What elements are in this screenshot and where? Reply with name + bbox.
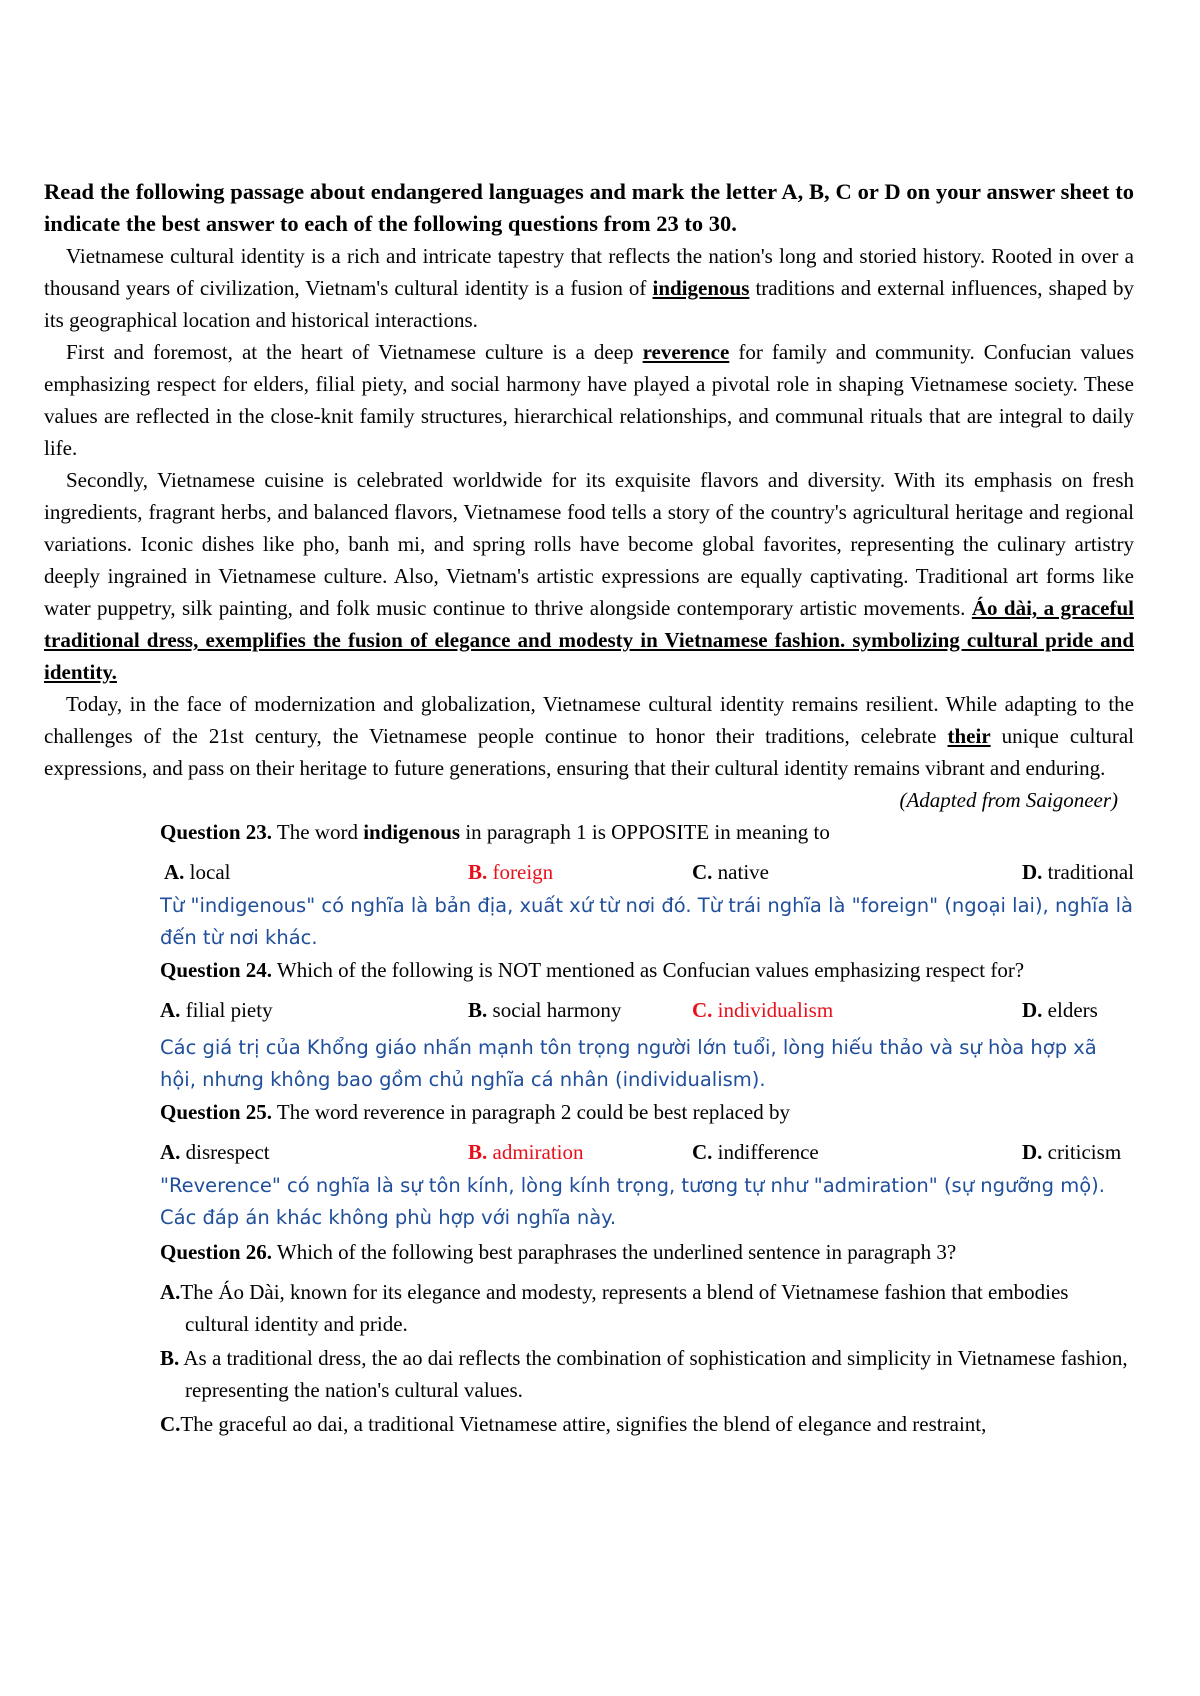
paragraph-2: First and foremost, at the heart of Vietnamese culture is a deep reverence for family and community. Confucian values emphasizing respect for elders, filial piety, and social harmony have played a pivotal role in shaping Vietnamese society. These values are reflected in the close-knit family structures, hierarchical relationships, and communal rituals that are integral to daily life.	[44, 340, 1134, 460]
source-citation: (Adapted from Saigoneer)	[899, 788, 1118, 812]
paragraph-3: Secondly, Vietnamese cuisine is celebrated worldwide for its exquisite flavors and diversity. With its emphasis on fresh ingredients, fragrant herbs, and balanced flavors, Vietnamese food tells a story of the country's agricultural heritage and regional variations. Iconic dishes like pho, banh mi, and spring rolls have become global favorites, representing the culinary artistry deeply ingrained in Vietnamese culture. Also, Vietnam's artistic expressions are equally captivating. Traditional art forms like water puppetry, silk painting, and folk music continue to thrive alongside contemporary artistic movements. Áo dài, a graceful traditional dress, exemplifies the fusion of elegance and modesty in Vietnamese fashion. symbolizing cultural pride and identity.	[44, 468, 1134, 684]
explanation-23: Từ "indigenous" có nghĩa là bản địa, xuất xứ từ nơi đó. Từ trái nghĩa là "foreign" (ngoại lai), nghĩa là đến từ nơi khác.	[160, 894, 1133, 949]
option-c: C. indifference	[692, 1140, 819, 1164]
underlined-sentence: Áo dài, a graceful traditional dress, exemplifies the fusion of elegance and modesty in Vietnamese fashion. symbolizing cultural pride and identity.	[44, 596, 1134, 684]
underlined-word-their: their	[947, 724, 991, 748]
option-c: C. native	[692, 860, 769, 884]
option-b: B. social harmony	[468, 998, 622, 1022]
question-24-options	[160, 994, 1134, 1026]
option-c-correct: C. individualism	[692, 998, 834, 1022]
option-d: D. traditional	[1022, 860, 1134, 884]
option-a: A.The Áo Dài, known for its elegance and modesty, represents a blend of Vietnamese fashion that embodies cultural identity and pride.	[160, 1280, 1069, 1336]
document-page	[44, 176, 1134, 1440]
instruction: Read the following passage about endangered languages and mark the letter A, B, C or D on your answer sheet to indicate the best answer to each of the following questions from 23 to 30.	[44, 179, 1134, 236]
option-a: A. disrespect	[160, 1140, 270, 1164]
question-23: Question 23. The word indigenous in paragraph 1 is OPPOSITE in meaning to	[160, 820, 830, 844]
question-25: Question 25. The word reverence in paragraph 2 could be best replaced by	[160, 1100, 790, 1124]
paragraph-4: Today, in the face of modernization and globalization, Vietnamese cultural identity remains resilient. While adapting to the challenges of the 21st century, the Vietnamese people continue to honor their traditions, celebrate their unique cultural expressions, and pass on their heritage to future generations, ensuring that their cultural identity remains vibrant and enduring.	[44, 692, 1134, 780]
option-d: D. criticism	[1022, 1140, 1122, 1164]
option-b-correct: B. foreign	[468, 860, 554, 884]
explanation-25: "Reverence" có nghĩa là sự tôn kính, lòng kính trọng, tương tự như "admiration" (sự ngưỡng mộ). Các đáp án khác không phù hợp với nghĩa này.	[160, 1174, 1105, 1229]
underlined-word-reverence: reverence	[642, 340, 730, 364]
question-26: Question 26. Which of the following best paraphrases the underlined sentence in paragraph 3?	[160, 1240, 957, 1264]
question-24: Question 24. Which of the following is NOT mentioned as Confucian values emphasizing respect for?	[160, 958, 1025, 982]
option-d: D. elders	[1022, 998, 1098, 1022]
explanation-24: Các giá trị của Khổng giáo nhấn mạnh tôn trọng người lớn tuổi, lòng hiếu thảo và sự hòa hợp xã hội, nhưng không bao gồm chủ nghĩa cá nhân (individualism).	[160, 1036, 1097, 1091]
option-a: A. filial piety	[160, 998, 273, 1022]
questions	[160, 816, 1134, 1440]
option-b-correct: B. admiration	[468, 1140, 584, 1164]
question-25-options	[160, 1136, 1134, 1168]
paragraph-1: Vietnamese cultural identity is a rich and intricate tapestry that reflects the nation's long and storied history. Rooted in over a thousand years of civilization, Vietnam's cultural identity is a fusion of indigenous traditions and external influences, shaped by its geographical location and historical interactions.	[44, 244, 1134, 332]
question-23-options	[160, 856, 1134, 888]
option-c: C.The graceful ao dai, a traditional Vietnamese attire, signifies the blend of elegance and restraint,	[160, 1412, 987, 1436]
option-a: A. local	[164, 860, 231, 884]
option-b: B. As a traditional dress, the ao dai reflects the combination of sophistication and simplicity in Vietnamese fashion, representing the nation's cultural values.	[160, 1346, 1128, 1402]
underlined-word-indigenous: indigenous	[652, 276, 750, 300]
